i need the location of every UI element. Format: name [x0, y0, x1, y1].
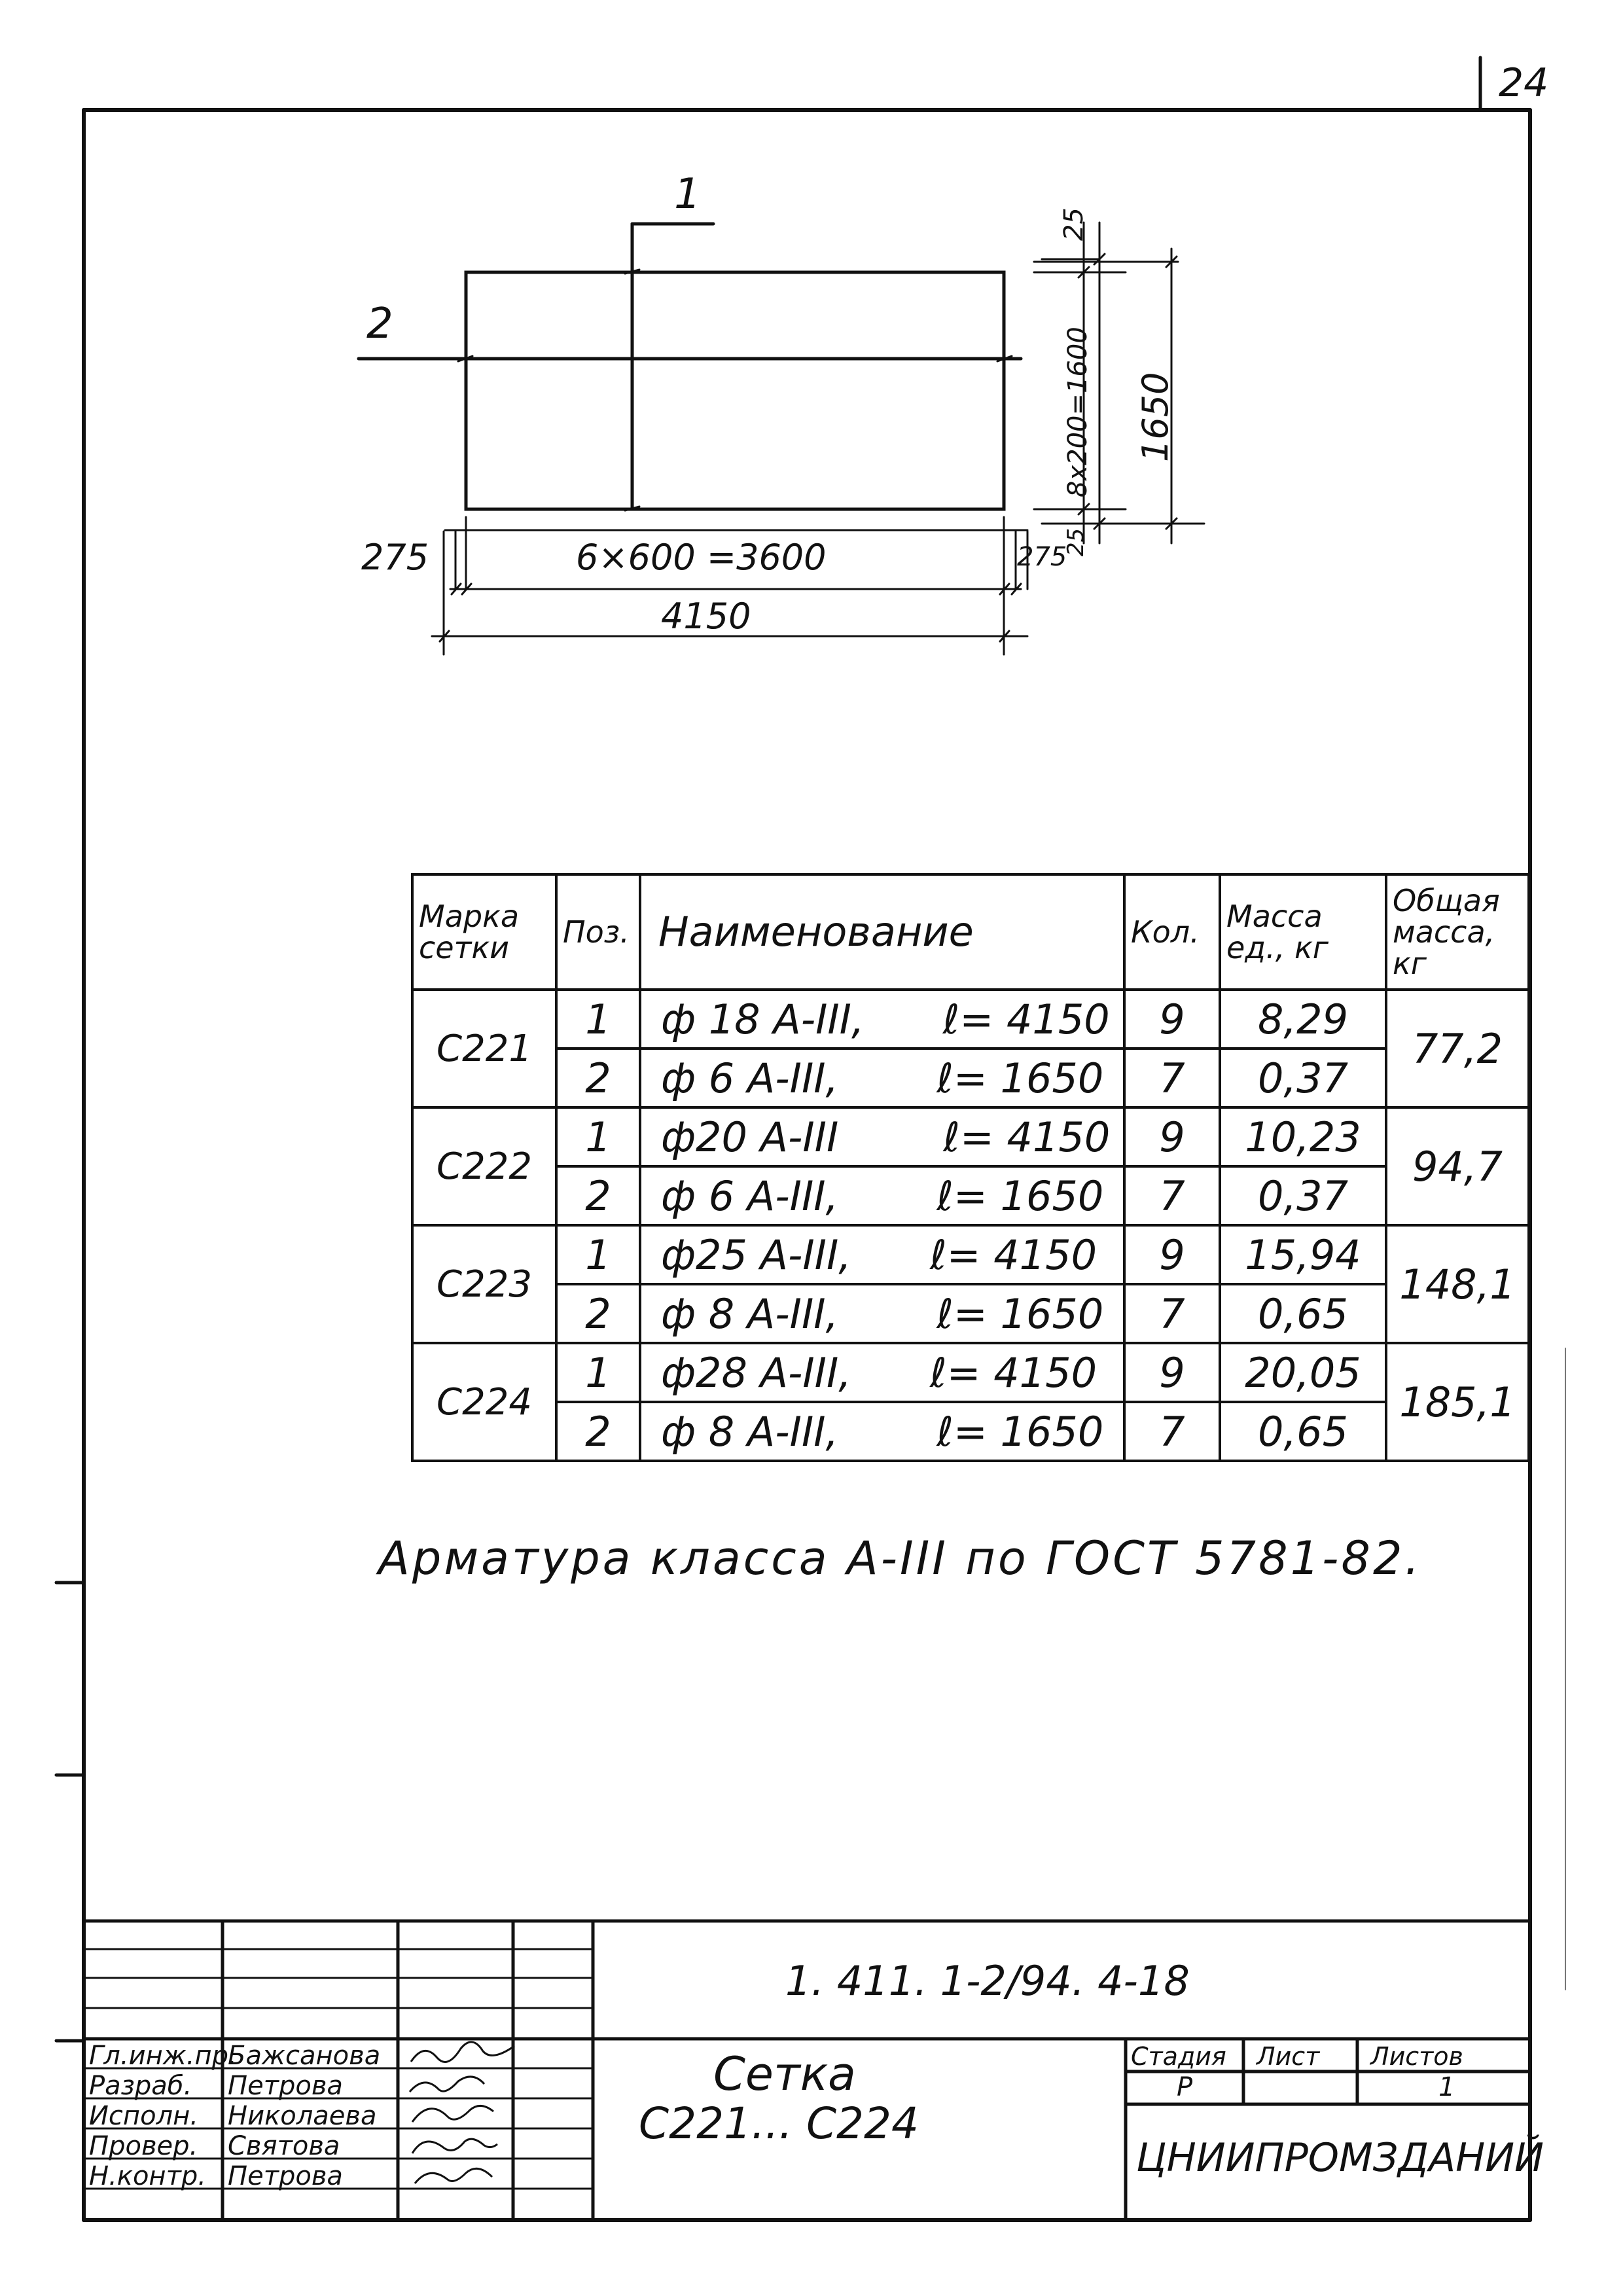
- row-pos: 1: [556, 990, 640, 1049]
- header-pos: Поз.: [556, 874, 640, 990]
- row-mark: 2: [366, 300, 393, 348]
- section-mark: 1: [674, 170, 701, 219]
- table-row: [412, 1107, 1529, 1166]
- dim-right-end: 275: [1017, 542, 1067, 572]
- role-label: Исполн.: [89, 2101, 198, 2131]
- group-total: 94,7: [1386, 1107, 1529, 1225]
- mesh-mark: С221: [412, 990, 556, 1107]
- row-qty: 7: [1124, 1402, 1220, 1461]
- row-pos: 2: [556, 1402, 640, 1461]
- row-pos: 1: [556, 1225, 640, 1284]
- role-label: Разраб.: [89, 2071, 192, 2101]
- table-row: [412, 990, 1529, 1049]
- group-total: 185,1: [1386, 1343, 1529, 1461]
- row-mass: 0,65: [1220, 1284, 1386, 1343]
- person-name: Петрова: [228, 2071, 343, 2101]
- dim-vertical: 8x200=1600: [1063, 327, 1093, 497]
- row-mass: 15,94: [1220, 1225, 1386, 1284]
- row-pos: 2: [556, 1166, 640, 1225]
- row-mass: 10,23: [1220, 1107, 1386, 1166]
- role-label: Гл.инж.пр.: [89, 2041, 237, 2071]
- signatures: [410, 2042, 514, 2183]
- row-name: ф 18 А-III, ℓ= 4150: [640, 990, 1124, 1049]
- person-name: Святова: [228, 2131, 340, 2161]
- person-name: Николаева: [228, 2101, 377, 2131]
- row-qty: 7: [1124, 1166, 1220, 1225]
- table-row: [412, 1284, 1529, 1343]
- header-name: Наименование: [640, 874, 1124, 990]
- row-mass: 20,05: [1220, 1343, 1386, 1402]
- sheet-number: 24: [1499, 60, 1549, 106]
- group-total: 148,1: [1386, 1225, 1529, 1343]
- stage-label: Стадия: [1131, 2042, 1226, 2071]
- row-qty: 7: [1124, 1284, 1220, 1343]
- row-name: ф28 А-III, ℓ= 4150: [640, 1343, 1124, 1402]
- row-pos: 1: [556, 1107, 640, 1166]
- table-row: [412, 1343, 1529, 1402]
- row-mass: 0,65: [1220, 1402, 1386, 1461]
- group-total: 77,2: [1386, 990, 1529, 1107]
- dim-total: 4150: [661, 596, 751, 637]
- title-line-2: С221... С224: [639, 2098, 919, 2149]
- dim-height-total: 1650: [1135, 372, 1176, 462]
- row-name: ф20 А-III ℓ= 4150: [640, 1107, 1124, 1166]
- row-qty: 7: [1124, 1049, 1220, 1107]
- header-qty: Кол.: [1124, 874, 1220, 990]
- mesh-sketch: [359, 224, 1021, 511]
- row-name: ф 6 А-III, ℓ= 1650: [640, 1049, 1124, 1107]
- row-pos: 2: [556, 1049, 640, 1107]
- row-mass: 0,37: [1220, 1166, 1386, 1225]
- dim-top-end: 25: [1059, 207, 1089, 241]
- vertical-dimensions: [1034, 223, 1204, 543]
- mesh-mark: С224: [412, 1343, 556, 1461]
- header-total-mass: Общая масса, кг: [1386, 874, 1529, 990]
- document-code: 1. 411. 1-2/94. 4-18: [785, 1957, 1190, 2005]
- reinforcement-note: Арматура класса А-III по ГОСТ 5781-82.: [378, 1532, 1422, 1585]
- row-qty: 9: [1124, 1343, 1220, 1402]
- role-label: Провер.: [89, 2131, 198, 2161]
- stage-value: Р: [1177, 2072, 1193, 2102]
- specification-table: [411, 873, 1530, 1462]
- mesh-mark: С222: [412, 1107, 556, 1225]
- title-line-1: Сетка: [713, 2047, 856, 2101]
- row-name: ф 8 А-III, ℓ= 1650: [640, 1402, 1124, 1461]
- organization: ЦНИИПРОМЗДАНИЙ: [1136, 2135, 1544, 2181]
- sheets-label: Листов: [1370, 2042, 1463, 2071]
- row-name: ф 8 А-III, ℓ= 1650: [640, 1284, 1124, 1343]
- header-unit-mass: Масса ед., кг: [1220, 874, 1386, 990]
- dim-main: 6×600 =3600: [576, 537, 827, 578]
- row-mass: 8,29: [1220, 990, 1386, 1049]
- header-mark: Марка сетки: [412, 874, 556, 990]
- row-qty: 9: [1124, 1225, 1220, 1284]
- mesh-mark: С223: [412, 1225, 556, 1343]
- row-pos: 2: [556, 1284, 640, 1343]
- row-name: ф 6 А-III, ℓ= 1650: [640, 1166, 1124, 1225]
- person-name: Петрова: [228, 2161, 343, 2191]
- row-qty: 9: [1124, 1107, 1220, 1166]
- table-row: [412, 1225, 1529, 1284]
- row-pos: 1: [556, 1343, 640, 1402]
- person-name: Бажсанова: [228, 2041, 381, 2071]
- row-mass: 0,37: [1220, 1049, 1386, 1107]
- dim-left-end: 275: [361, 537, 429, 578]
- table-row: [412, 1049, 1529, 1107]
- sheets-value: 1: [1438, 2072, 1455, 2102]
- row-name: ф25 А-III, ℓ= 4150: [640, 1225, 1124, 1284]
- sheet-label: Лист: [1257, 2042, 1320, 2071]
- row-qty: 9: [1124, 990, 1220, 1049]
- role-label: Н.контр.: [89, 2161, 206, 2191]
- table-row: [412, 1166, 1529, 1225]
- dim-bottom-end: 25: [1063, 528, 1089, 556]
- table-row: [412, 1402, 1529, 1461]
